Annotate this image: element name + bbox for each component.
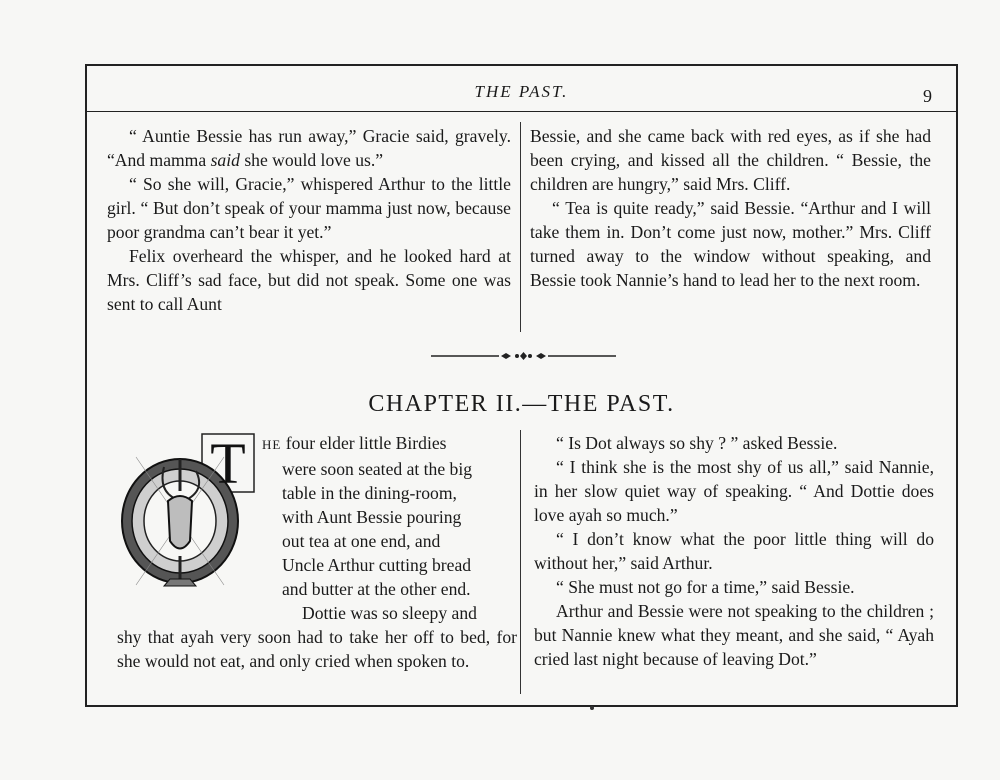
paragraph: “ She must not go for a time,” said Bessie. xyxy=(556,577,855,597)
paragraph: “ Auntie Bessie has run away,” Gracie said, gravely. “And mamma said she would love us.” xyxy=(107,126,511,170)
chapter-heading: CHAPTER II.—THE PAST. xyxy=(368,391,675,417)
column-divider xyxy=(520,122,521,332)
bottom-right-column xyxy=(534,431,934,671)
paragraph: “ I don’t know what the poor little thing will do without her,” said Arthur. xyxy=(534,529,934,573)
line: with Aunt Bessie pouring xyxy=(282,507,462,527)
running-title: THE PAST. xyxy=(474,82,569,101)
paragraph: “ Is Dot always so shy ? ” asked Bessie. xyxy=(556,433,838,453)
column-divider xyxy=(520,430,521,694)
header-rule xyxy=(87,111,956,112)
line: out tea at one end, and xyxy=(282,531,441,551)
top-right-column xyxy=(530,124,931,292)
paragraph: “ So she will, Gracie,” whispered Arthur to the little girl. “ But don’t speak of your mamma just now, because poor grandma can’t bear it yet.” xyxy=(107,174,511,242)
bottom-left-column xyxy=(117,431,517,673)
paragraph: shy that ayah very soon had to take her off to bed, for she would not eat, and only cried when spoken to. xyxy=(117,627,517,671)
paragraph: “ Tea is quite ready,” said Bessie. “Arthur and I will take them in. Don’t come just now, mother.” Mrs. Cliff turned away to the window without speaking, and Bessie took Nannie’s hand to lead her to the next room. xyxy=(530,198,931,290)
paragraph: “ I think she is the most shy of us all,” said Nannie, in her slow quiet way of speaking. “ And Dottie does love ayah so much.” xyxy=(534,457,934,525)
paragraph: Felix overheard the whisper, and he looked hard at Mrs. Cliff’s sad face, but did not speak. Some one was sent to call Aunt xyxy=(107,246,511,314)
printer-mark xyxy=(590,706,594,710)
line: Dottie was so sleepy and xyxy=(302,603,477,623)
page-frame xyxy=(85,64,958,707)
paragraph: HE four elder little Birdies xyxy=(262,433,447,453)
line: Uncle Arthur cutting bread xyxy=(282,555,472,575)
line: were soon seated at the big xyxy=(282,459,473,479)
paragraph: Bessie, and she came back with red eyes, as if she had been crying, and kissed all the children. “ Bessie, the children are hungry,” said Mrs. Cliff. xyxy=(530,126,931,194)
paragraph: Arthur and Bessie were not speaking to the children ; but Nannie knew what they meant, and she said, “ Ayah cried last night because of leaving Dot.” xyxy=(534,601,934,669)
drop-cap-letter: T xyxy=(210,431,246,496)
line: and butter at the other end. xyxy=(282,579,471,599)
ornamental-rule xyxy=(431,350,616,362)
line: table in the dining-room, xyxy=(282,483,457,503)
top-left-column xyxy=(107,124,511,316)
page-number: 9 xyxy=(923,86,932,106)
